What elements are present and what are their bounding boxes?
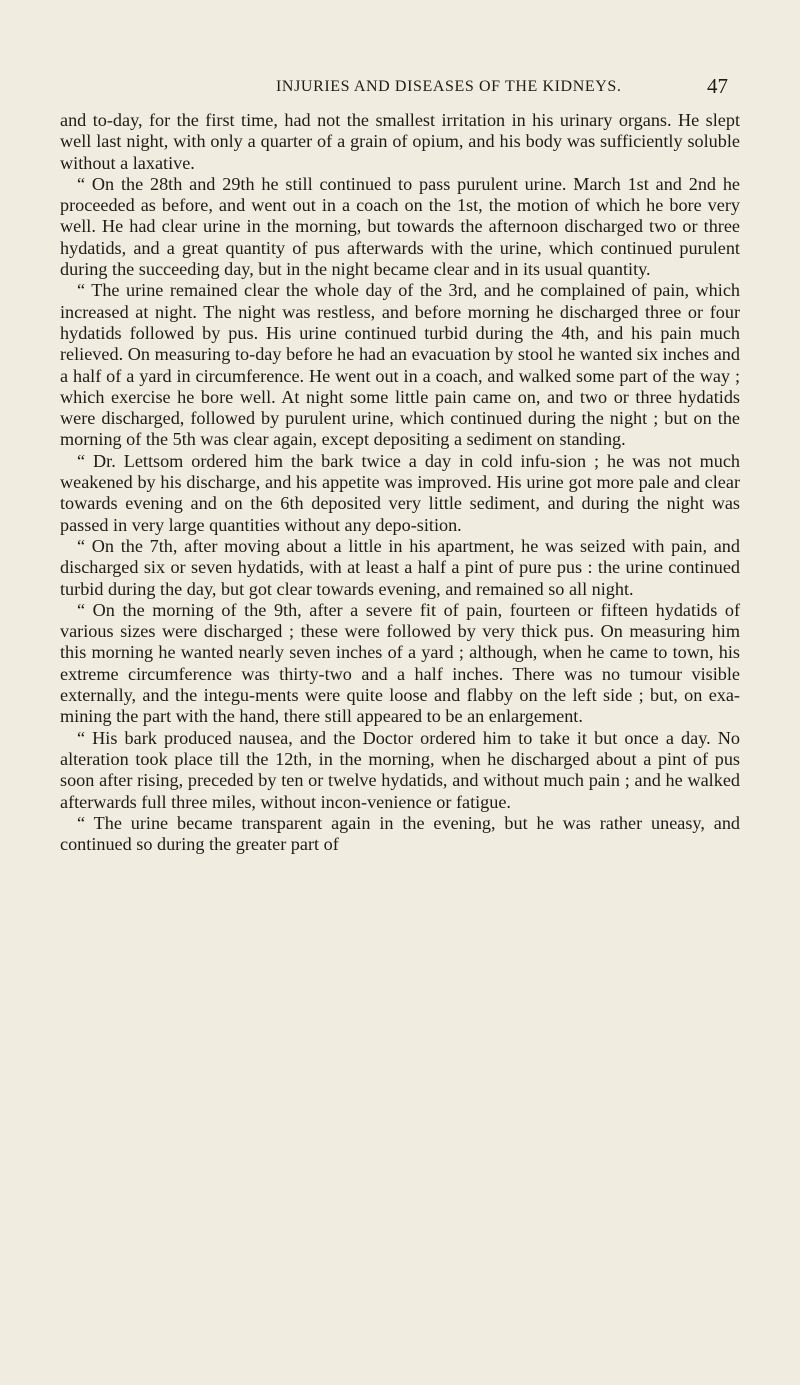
running-head-title: INJURIES AND DISEASES OF THE KIDNEYS. (276, 78, 622, 95)
paragraph: “ On the 7th, after moving about a little in his apartment, he was seized with pain, and discharged six or seven hydatids, with at least a half a pint of pure pus : the urine continued turbid during the day, but got clear towards evening, and remained so all night. (60, 535, 740, 599)
paragraph: “ On the morning of the 9th, after a severe fit of pain, fourteen or fifteen hydatids of various sizes were discharged ; these were followed by very thick pus. On measuring him this morning he wanted nearly seven inches of a yard ; although, when he came to town, his extreme circumference was thirty-two and a half inches. There was no tumour visible externally, and the integu-ments were quite loose and flabby on the left side ; but, on exa-mining the part with the hand, there still appeared to be an enlargement. (60, 599, 740, 727)
page-number: 47 (707, 74, 728, 98)
paragraph: “ His bark produced nausea, and the Doctor ordered him to take it but once a day. No alteration took place till the 12th, in the morning, when he discharged about a pint of pus soon after rising, preceded by ten or twelve hydatids, and without much pain ; and he walked afterwards full three miles, without incon-venience or fatigue. (60, 727, 740, 812)
paragraph: “ The urine remained clear the whole day of the 3rd, and he complained of pain, which increased at night. The night was restless, and before morning he discharged three or four hydatids followed by pus. His urine continued turbid during the 4th, and his pain much relieved. On measuring to-day before he had an evacuation by stool he wanted six inches and a half of a yard in circumference. He went out in a coach, and walked some part of the way ; which exercise he bore well. At night some little pain came on, and two or three hydatids were discharged, followed by purulent urine, which continued during the night ; but on the morning of the 5th was clear again, except depositing a sediment on standing. (60, 280, 740, 450)
paragraph: “ The urine became transparent again in the evening, but he was rather uneasy, and continued so during the greater part of (60, 812, 740, 855)
paragraph: “ On the 28th and 29th he still continued to pass purulent urine. March 1st and 2nd he proceeded as before, and went out in a coach on the 1st, the motion of which he bore very well. He had clear urine in the morning, but towards the afternoon discharged two or three hydatids, and a great quantity of pus afterwards with the urine, which continued purulent during the succeeding day, but in the night became clear and in its usual quantity. (60, 173, 740, 280)
paragraph: and to-day, for the first time, had not the smallest irritation in his urinary organs. He slept well last night, with only a quarter of a grain of opium, and his body was sufficiently soluble without a laxative. (60, 110, 740, 173)
body-text (60, 110, 740, 855)
paragraph: “ Dr. Lettsom ordered him the bark twice a day in cold infu-sion ; he was not much weakened by his discharge, and his appetite was improved. His urine got more pale and clear towards evening and on the 6th deposited very little sediment, and during the night was passed in very large quantities without any depo-sition. (60, 450, 740, 535)
